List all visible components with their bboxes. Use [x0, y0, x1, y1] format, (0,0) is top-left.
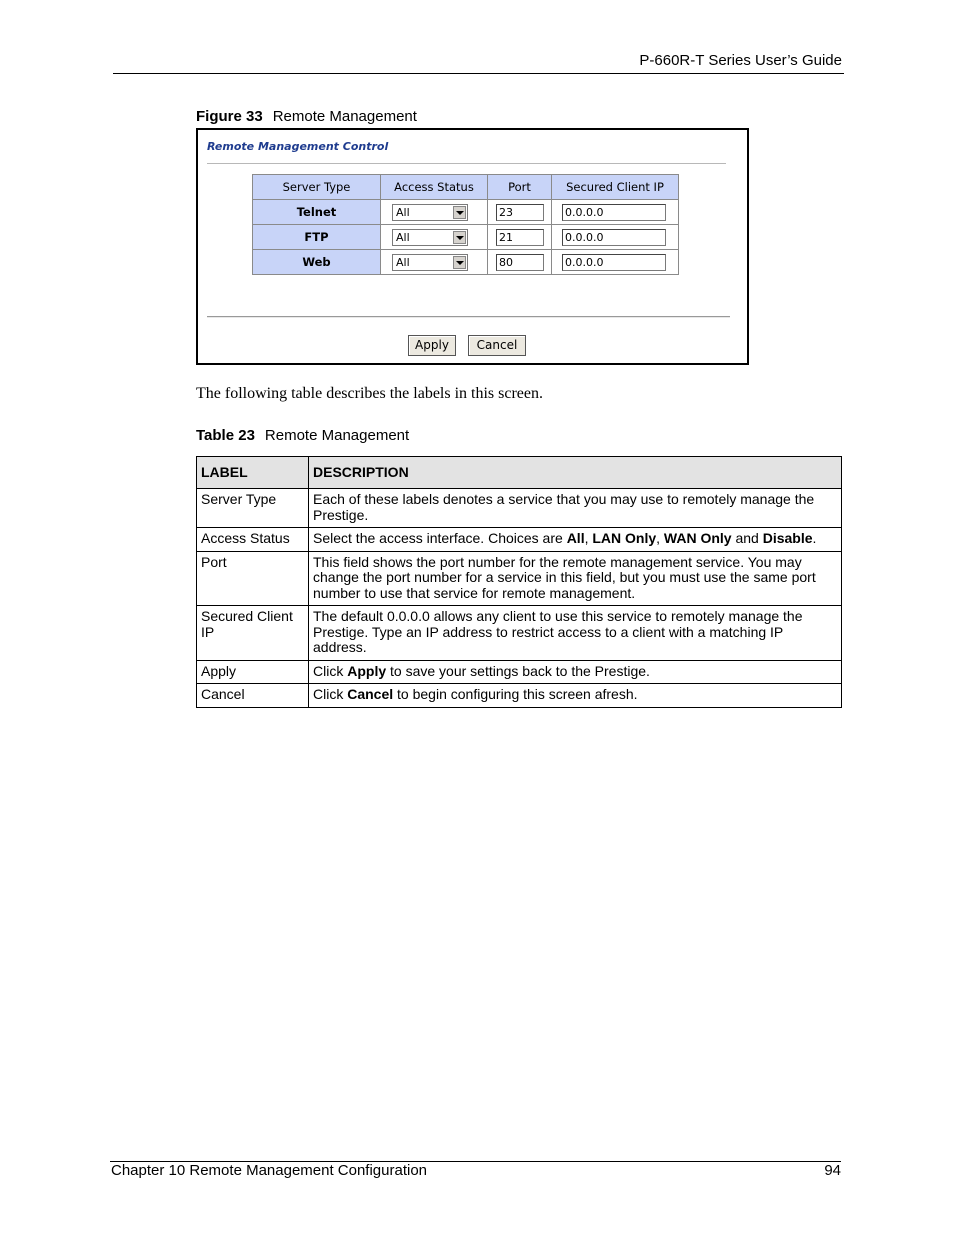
server-type-web: Web	[253, 250, 381, 275]
row-telnet	[253, 200, 679, 225]
page-number: 94	[824, 1162, 841, 1179]
figure-number: Figure 33	[196, 108, 263, 125]
page-header-title: P-660R-T Series User’s Guide	[639, 52, 842, 69]
remote-management-table	[252, 174, 679, 275]
row-ftp	[253, 225, 679, 250]
server-type-telnet: Telnet	[253, 200, 381, 225]
col-server-type: Server Type	[253, 175, 381, 200]
row-label: Secured Client IP	[197, 606, 309, 661]
access-status-select-web[interactable]: All	[392, 254, 468, 271]
row-description: Click Cancel to begin configuring this screen afresh.	[309, 684, 842, 708]
table-title: Remote Management	[264, 427, 410, 444]
table-row	[197, 660, 842, 684]
port-input-ftp[interactable]: 21	[496, 229, 544, 246]
chevron-down-icon	[453, 206, 466, 219]
apply-button[interactable]: Apply	[408, 335, 456, 356]
row-label: Port	[197, 551, 309, 606]
chevron-down-icon	[453, 256, 466, 269]
client-ip-input-ftp[interactable]: 0.0.0.0	[562, 229, 666, 246]
header-description: DESCRIPTION	[309, 457, 842, 489]
table-row	[197, 684, 842, 708]
access-status-select-telnet[interactable]: All	[392, 204, 468, 221]
col-port: Port	[488, 175, 552, 200]
row-description: Click Apply to save your settings back to the Prestige.	[309, 660, 842, 684]
row-description: The default 0.0.0.0 allows any client to use this service to remotely manage the Prestige. Type an IP address to restrict access to a client with a matching IP address.	[309, 606, 842, 661]
remote-management-screenshot	[196, 128, 749, 365]
port-input-telnet[interactable]: 23	[496, 204, 544, 221]
row-description: Select the access interface. Choices are All, LAN Only, WAN Only and Disable.	[309, 528, 842, 552]
header-label: LABEL	[197, 457, 309, 489]
table-row	[197, 606, 842, 661]
figure-title: Remote Management	[272, 108, 417, 125]
server-type-ftp: FTP	[253, 225, 381, 250]
table-row	[197, 489, 842, 528]
row-label: Access Status	[197, 528, 309, 552]
table-row	[197, 551, 842, 606]
client-ip-input-telnet[interactable]: 0.0.0.0	[562, 204, 666, 221]
cancel-button[interactable]: Cancel	[468, 335, 526, 356]
remote-management-header-row	[253, 175, 679, 200]
intro-paragraph: The following table describes the labels in this screen.	[196, 385, 544, 402]
chevron-down-icon	[453, 231, 466, 244]
header-divider	[113, 73, 844, 74]
buttons-divider	[207, 316, 730, 318]
table-number: Table 23	[196, 427, 255, 444]
label-description-table	[196, 456, 842, 708]
table-caption	[196, 427, 409, 444]
access-status-select-ftp[interactable]: All	[392, 229, 468, 246]
screen-title-divider	[207, 163, 726, 164]
col-access-status: Access Status	[381, 175, 488, 200]
port-input-web[interactable]: 80	[496, 254, 544, 271]
row-label: Apply	[197, 660, 309, 684]
client-ip-input-web[interactable]: 0.0.0.0	[562, 254, 666, 271]
row-label: Cancel	[197, 684, 309, 708]
table-row	[197, 528, 842, 552]
footer-chapter: Chapter 10 Remote Management Configuration	[111, 1162, 428, 1179]
row-web	[253, 250, 679, 275]
table-header-row	[197, 457, 842, 489]
screen-title: Remote Management Control	[207, 140, 389, 153]
row-description: This field shows the port number for the remote management service. You may change the port number for a service in this field, but you must use the same port number to use that service for remote management.	[309, 551, 842, 606]
row-label: Server Type	[197, 489, 309, 528]
figure-caption	[196, 108, 417, 125]
row-description: Each of these labels denotes a service that you may use to remotely manage the Prestige.	[309, 489, 842, 528]
col-secured-client-ip: Secured Client IP	[552, 175, 679, 200]
